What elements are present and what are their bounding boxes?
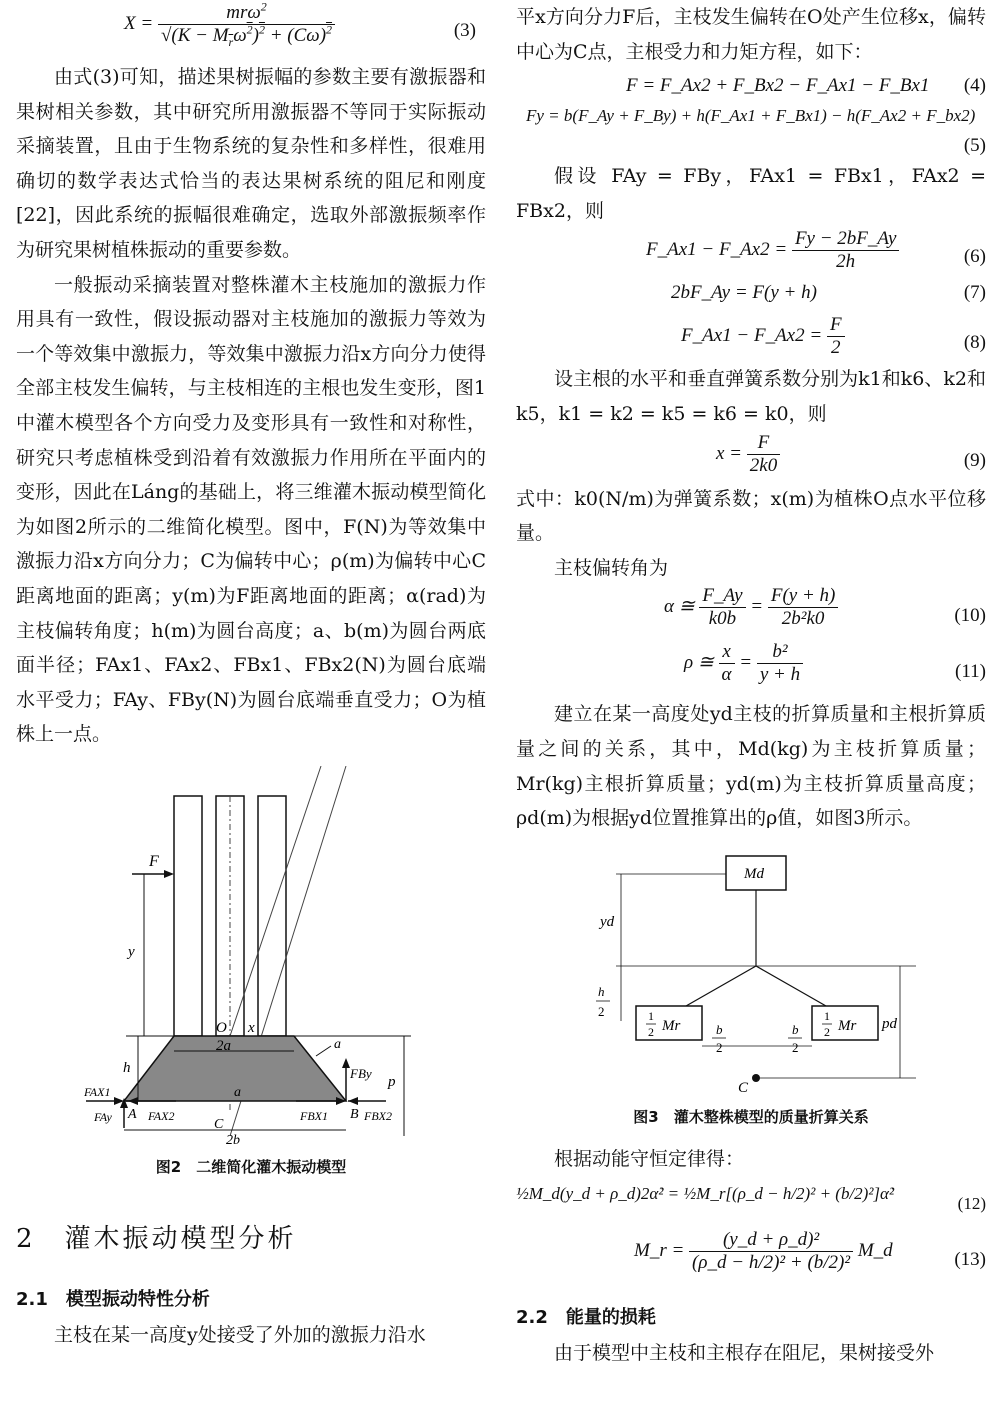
- equation-3: X = $\frac{mr\omega^2}{√(K - M_r\omega^2)^2 + (C\omega)^2}$ (3): [124, 0, 476, 49]
- svg-text:a: a: [234, 1084, 241, 1100]
- paragraph: 一般振动采摘装置对整株灌木主枝施加的激振力作用具有一致性，假设振动器对主枝施加的激振力等效为一个等效集中激振力，等效集中激振力沿x方向分力使得全部主枝发生偏转，与主枝相连的主根也发生变形，图1中灌木模型各个方向受力及变形具有一致性和对称性，研究只考虑植株受到沿着有效激振力作用所在平面内的变形，因此在Láng的基础上，将三维灌木振动模型简化为如图2所示的二维简化模型。图中，F(N)为等效集中激振力沿x方向分力；C为偏转中心；ρ(m)为偏转中心C距离地面的距离；y(m)为F距离地面的距离；α(rad)为主枝偏转角度；h(m)为圆台高度；a、b(m)为圆台两底面半径；FAx1、FAx2、FBx1、FBx2(N)为圆台底端水平受力；FAy、FBy(N)为圆台底端垂直受力；O为植株上一点。: [16, 273, 486, 746]
- equation-10: α ≅ $\frac{F\_Ay}{k0b}$ = $\frac{F(y + h)}{\text{2b²k0}}$ (10): [664, 585, 986, 630]
- equation-6: F_Ax1 − F_Ax2 = $\frac{Fy - 2bF\_Ay}{2h}$ (6): [646, 228, 986, 273]
- svg-text:2: 2: [598, 1003, 605, 1019]
- svg-text:2: 2: [648, 1024, 654, 1039]
- paragraph: 主枝偏转角为: [554, 556, 669, 579]
- equation-5-number: (5): [963, 135, 986, 157]
- paragraph: 由式(3)可知，描述果树振幅的参数主要有激振器和果树相关参数，其中研究所用激振器不等同于实际振动采摘装置，且由于生物系统的复杂性和多样性，很难用确切的数学表达式恰当的表达果树系统的阻尼和刚度[22]，因此系统的振幅很难确定，选取外部激振频率作为研究果树植株振动的重要参数。: [16, 66, 486, 261]
- subsection-heading: 2.2 能量的损耗: [516, 1306, 656, 1328]
- equation-4: F = F_Ax2 + F_Bx2 − F_Ax1 − F_Bx1 (4): [626, 75, 986, 97]
- figure-3-caption: 图3 灌木整株模型的质量折算关系: [633, 1107, 869, 1126]
- svg-text:Md: Md: [744, 865, 764, 882]
- svg-text:b: b: [792, 1021, 799, 1037]
- svg-text:C: C: [214, 1116, 224, 1132]
- svg-text:FAX1: FAX1: [84, 1084, 111, 1099]
- figure-2: [16, 766, 486, 1185]
- svg-text:C: C: [738, 1079, 749, 1096]
- svg-text:O: O: [216, 1019, 227, 1036]
- svg-text:FBy: FBy: [350, 1065, 372, 1081]
- svg-text:x: x: [248, 1019, 255, 1036]
- left-column: [16, 0, 486, 1352]
- equation-8: F_Ax1 − F_Ax2 = $\frac{F}{2}$ (8): [681, 314, 986, 359]
- svg-text:F: F: [149, 852, 159, 870]
- figure-2-caption: 图2 二维简化灌木振动模型: [155, 1157, 347, 1176]
- paragraph: 根据动能守恒定律得：: [554, 1148, 745, 1171]
- svg-text:1: 1: [648, 1008, 654, 1023]
- svg-text:h: h: [123, 1059, 131, 1076]
- svg-text:yd: yd: [600, 913, 615, 930]
- svg-text:pd: pd: [882, 1015, 897, 1032]
- paragraph: 平x方向分力F后，主枝发生偏转在O处产生位移x，偏转中心为C点，主根受力和力矩方程，如下：: [516, 6, 986, 63]
- equation-13: M_r = $\frac{\text{(y\_d + ρ\_d)²}}{\text{(ρ\_d − h/2)² + (b/2)²}}$ M_d (13): [634, 1228, 986, 1273]
- svg-text:2: 2: [716, 1039, 723, 1055]
- right-column: [516, 0, 986, 1370]
- svg-text:b: b: [716, 1021, 723, 1037]
- svg-text:2: 2: [824, 1024, 830, 1039]
- paragraph: 建立在某一高度处yd主枝的折算质量和主根折算质量之间的关系，其中，Md(kg)为主枝折算质量；Mr(kg)主根折算质量；yd(m)为主枝折算质量高度；ρd(m)为根据yd位置推算出的ρ值，如图3所示。: [516, 703, 986, 830]
- svg-text:FAX2: FAX2: [148, 1108, 175, 1123]
- subsection-heading: 2.1 模型振动特性分析: [16, 1289, 210, 1311]
- svg-text:B: B: [350, 1106, 359, 1122]
- svg-text:1: 1: [824, 1008, 830, 1023]
- figure-2-width-dimension: [16, 1118, 486, 1148]
- figure-2-diagram: [16, 766, 486, 1136]
- svg-text:A: A: [128, 1106, 137, 1122]
- paragraph: 设主根的水平和垂直弹簧系数分别为k1和k6、k2和k5，k1 = k2 = k5 = k6 = k0，则: [516, 368, 986, 425]
- equation-9: x = $\frac{F}{2k0}$ (9): [716, 431, 986, 476]
- svg-text:2: 2: [792, 1039, 799, 1055]
- equation-11: ρ ≅ $\frac{x}{\alpha}$ = $\frac{\text{b²}}{y + h}$ (11): [684, 641, 986, 686]
- svg-text:FBX2: FBX2: [364, 1108, 392, 1123]
- equation-12: ½M_d(y_d + ρ_d)2α̇² = ½M_r[(ρ_d − h/2)² + (b/2)²]α̇² (12): [516, 1183, 986, 1213]
- paragraph: 由于模型中主枝和主根存在阻尼，果树接受外: [554, 1341, 935, 1364]
- svg-text:FBX1: FBX1: [300, 1108, 328, 1123]
- paragraph: 假设 FAy = FBy，FAx1 = FBx1，FAx2 = FBx2，则: [516, 165, 986, 222]
- figure-3: [516, 846, 986, 1135]
- paragraph: 式中：k0(N/m)为弹簧系数；x(m)为植株O点水平位移量。: [516, 487, 986, 545]
- figure-3-diagram: [516, 846, 986, 1096]
- paragraph: 主枝在某一高度y处接受了外加的激振力沿水: [54, 1323, 426, 1346]
- svg-text:p: p: [388, 1073, 396, 1090]
- svg-text:2a: 2a: [216, 1037, 231, 1054]
- svg-text:2b: 2b: [226, 1132, 240, 1148]
- section-heading: 2 灌木振动模型分析: [16, 1224, 297, 1255]
- svg-text:Mr: Mr: [662, 1017, 681, 1034]
- svg-text:a: a: [334, 1036, 341, 1052]
- equation-5: Fy = b(F_Ay + F_By) + h(F_Ax1 + F_Bx1) − h(F_Ax2 + F_bx2): [526, 106, 976, 126]
- svg-text:y: y: [128, 943, 135, 960]
- svg-text:FAy: FAy: [94, 1109, 112, 1124]
- svg-text:h: h: [598, 983, 605, 999]
- svg-text:Mr: Mr: [838, 1017, 857, 1034]
- equation-7: 2bF_Ay = F(y + h) (7): [671, 282, 986, 304]
